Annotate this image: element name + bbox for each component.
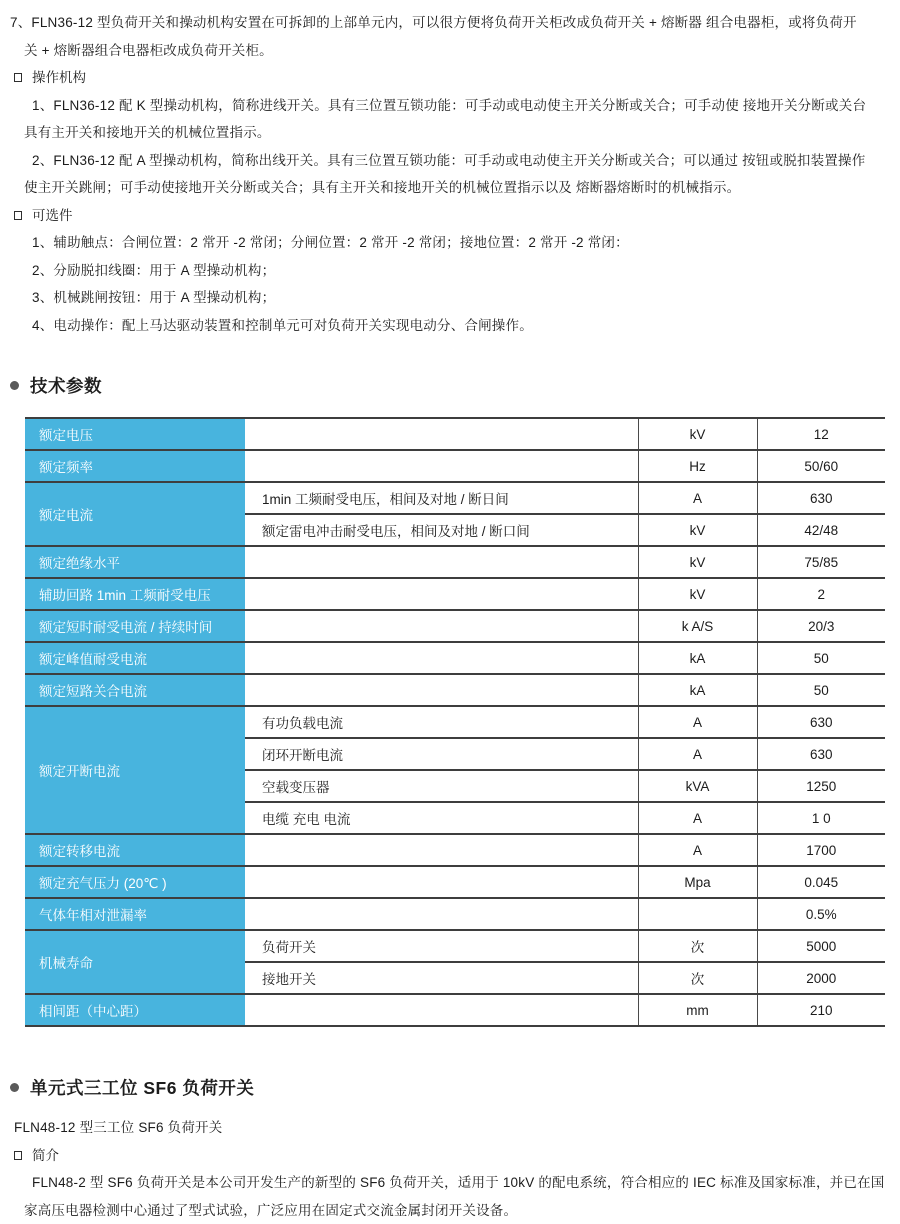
paragraph-line: 7、FLN36-12 型负荷开关和操动机构安置在可拆卸的上部单元内，可以很方便将负荷开关柜改成负荷开关 + 熔断器 组合电器柜，或将负荷开: [10, 9, 890, 37]
circle-bullet-icon: [10, 381, 19, 390]
param-cell: 额定电流: [25, 482, 245, 546]
section-title: 技术参数: [30, 373, 102, 398]
value-cell: 1 0: [757, 802, 885, 834]
value-cell: 50: [757, 674, 885, 706]
table-row: [25, 578, 885, 610]
param-cell: 额定短时耐受电流 / 持续时间: [25, 610, 245, 642]
param-cell: 额定转移电流: [25, 834, 245, 866]
subsection-title-label: 简介: [32, 1142, 59, 1170]
param-cell: 相间距（中心距）: [25, 994, 245, 1026]
desc-cell: [245, 898, 638, 930]
table-row: [25, 642, 885, 674]
paragraph-line: 关 + 熔断器组合电器柜改成负荷开关柜。: [24, 37, 890, 65]
subsection-operating-mechanism: [10, 64, 890, 202]
subsection-optional-parts: [10, 202, 890, 340]
param-cell: 额定充气压力 (20℃ ): [25, 866, 245, 898]
desc-cell: [245, 578, 638, 610]
unit-cell: A: [638, 834, 757, 866]
desc-cell: [245, 450, 638, 482]
table-row: [25, 930, 885, 962]
unit-cell: k A/S: [638, 610, 757, 642]
desc-cell: [245, 610, 638, 642]
value-cell: 42/48: [757, 514, 885, 546]
section-heading-tech-params: [10, 373, 890, 398]
param-cell: 额定开断电流: [25, 706, 245, 834]
list-item-line: 1、辅助触点：合闸位置：2 常开 -2 常闭；分闸位置：2 常开 -2 常闭；接地位置：2 常开 -2 常闭：: [32, 229, 890, 257]
table-row: [25, 866, 885, 898]
section-title: 单元式三工位 SF6 负荷开关: [30, 1075, 254, 1100]
desc-cell: [245, 642, 638, 674]
unit-cell: A: [638, 802, 757, 834]
param-cell: 额定频率: [25, 450, 245, 482]
unit-cell: kA: [638, 674, 757, 706]
unit-cell: Hz: [638, 450, 757, 482]
table-row: [25, 610, 885, 642]
param-cell: 额定电压: [25, 418, 245, 450]
param-cell: 机械寿命: [25, 930, 245, 994]
list-item-line: 4、电动操作：配上马达驱动装置和控制单元可对负荷开关实现电动分、合闸操作。: [32, 312, 890, 340]
param-cell: 辅助回路 1min 工频耐受电压: [25, 578, 245, 610]
param-cell: 额定绝缘水平: [25, 546, 245, 578]
unit-cell: kA: [638, 642, 757, 674]
spec-table: [25, 417, 885, 1027]
value-cell: 210: [757, 994, 885, 1026]
paragraph-line: FLN48-2 型 SF6 负荷开关是本公司开发生产的新型的 SF6 负荷开关，适用于 10kV 的配电系统，符合相应的 IEC 标准及国家标准，并已在国: [32, 1169, 890, 1197]
section-heading-sf6-switch: [10, 1075, 890, 1100]
unit-cell: A: [638, 706, 757, 738]
list-item-line: 1、FLN36-12 配 K 型操动机构，简称进线开关。具有三位置互锁功能：可手动或电动使主开关分断或关合；可手动使 接地开关分断或关台: [32, 92, 890, 120]
param-cell: 额定短路关合电流: [25, 674, 245, 706]
subsection-title: [14, 64, 890, 92]
unit-cell: 次: [638, 962, 757, 994]
unit-cell: 次: [638, 930, 757, 962]
desc-cell: [245, 866, 638, 898]
list-item-line: 使主开关跳闸；可手动使接地开关分断或关合；具有主开关和接地开关的机械位置指示以及 熔断器熔断时的机械指示。: [24, 174, 890, 202]
desc-cell: 空载变压器: [245, 770, 638, 802]
desc-cell: 额定雷电冲击耐受电压，相间及对地 / 断口间: [245, 514, 638, 546]
table-row: [25, 450, 885, 482]
unit-cell: kV: [638, 546, 757, 578]
value-cell: 1700: [757, 834, 885, 866]
square-bullet-icon: [14, 73, 22, 82]
value-cell: 50/60: [757, 450, 885, 482]
param-cell: 气体年相对泄漏率: [25, 898, 245, 930]
desc-cell: 接地开关: [245, 962, 638, 994]
table-row: [25, 898, 885, 930]
desc-cell: [245, 546, 638, 578]
unit-cell: kV: [638, 578, 757, 610]
unit-cell: kV: [638, 418, 757, 450]
table-row: [25, 834, 885, 866]
value-cell: 630: [757, 738, 885, 770]
unit-cell: kVA: [638, 770, 757, 802]
desc-cell: [245, 418, 638, 450]
square-bullet-icon: [14, 1151, 22, 1160]
desc-cell: 闭环开断电流: [245, 738, 638, 770]
desc-cell: 1min 工频耐受电压，相间及对地 / 断日间: [245, 482, 638, 514]
value-cell: 2: [757, 578, 885, 610]
table-row: [25, 674, 885, 706]
unit-cell: [638, 898, 757, 930]
value-cell: 1250: [757, 770, 885, 802]
desc-cell: [245, 674, 638, 706]
list-item-line: 2、分励脱扣线圈：用于 A 型操动机构；: [32, 257, 890, 285]
value-cell: 5000: [757, 930, 885, 962]
subsection-title: [14, 1142, 890, 1170]
table-row: [25, 418, 885, 450]
model-subtitle: FLN48-12 型三工位 SF6 负荷开关: [14, 1114, 890, 1142]
value-cell: 12: [757, 418, 885, 450]
table-row: [25, 706, 885, 738]
desc-cell: [245, 834, 638, 866]
desc-cell: 负荷开关: [245, 930, 638, 962]
circle-bullet-icon: [10, 1083, 19, 1092]
subsection-title-label: 可选件: [32, 202, 73, 230]
square-bullet-icon: [14, 211, 22, 220]
value-cell: 75/85: [757, 546, 885, 578]
desc-cell: 电缆 充电 电流: [245, 802, 638, 834]
value-cell: 630: [757, 482, 885, 514]
unit-cell: Mpa: [638, 866, 757, 898]
unit-cell: mm: [638, 994, 757, 1026]
desc-cell: [245, 994, 638, 1026]
param-cell: 额定峰值耐受电流: [25, 642, 245, 674]
value-cell: 2000: [757, 962, 885, 994]
subsection-title-label: 操作机构: [32, 64, 86, 92]
subsection-title: [14, 202, 890, 230]
unit-cell: A: [638, 482, 757, 514]
list-item-line: 3、机械跳闸按钮：用于 A 型操动机构；: [32, 284, 890, 312]
paragraph-line: 家高压电器检测中心通过了型式试验，广泛应用在固定式交流金属封闭开关设备。: [24, 1197, 890, 1224]
desc-cell: 有功负载电流: [245, 706, 638, 738]
intro-paragraph: [10, 9, 890, 64]
unit-cell: A: [638, 738, 757, 770]
table-row: [25, 482, 885, 514]
list-item-line: 2、FLN36-12 配 A 型操动机构，简称出线开关。具有三位置互锁功能：可手动或电动使主开关分断或关合；可以通过 按钮或脱扣装置操作: [32, 147, 890, 175]
value-cell: 50: [757, 642, 885, 674]
table-row: [25, 994, 885, 1026]
value-cell: 0.5%: [757, 898, 885, 930]
value-cell: 630: [757, 706, 885, 738]
list-item-line: 具有主开关和接地开关的机械位置指示。: [24, 119, 890, 147]
table-row: [25, 546, 885, 578]
value-cell: 20/3: [757, 610, 885, 642]
value-cell: 0.045: [757, 866, 885, 898]
unit-cell: kV: [638, 514, 757, 546]
